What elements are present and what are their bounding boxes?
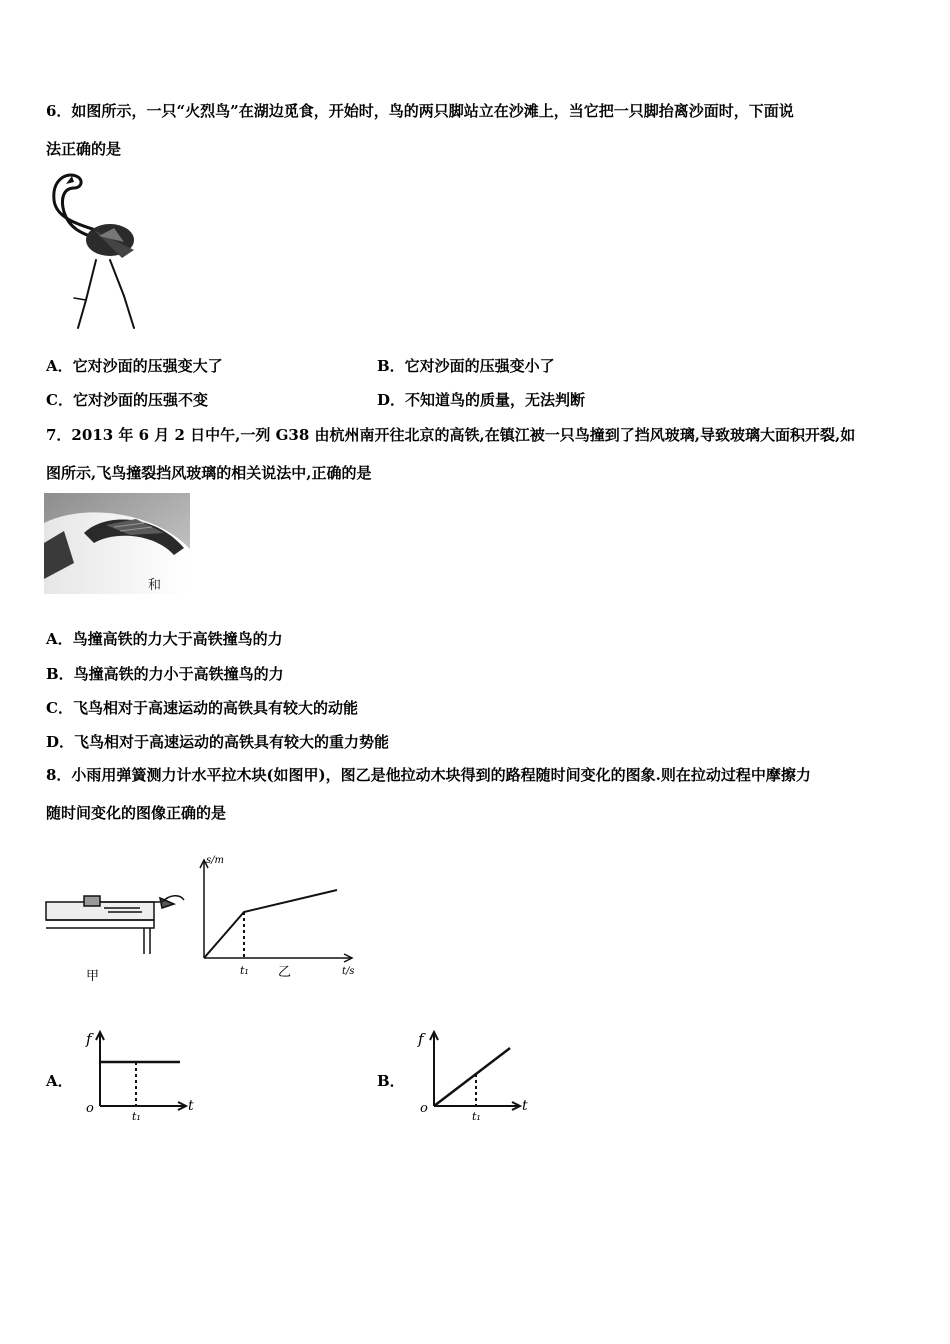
flamingo-image (44, 170, 144, 332)
train-mark-text: 和 (148, 578, 162, 593)
question-6-stem (46, 92, 898, 168)
figure-jia-table (44, 890, 190, 985)
q6-option-c[interactable]: C．它对沙面的压强不变 (46, 391, 208, 409)
question-8-stem-line2: 随时间变化的图像正确的是 (46, 804, 227, 822)
train-photo (44, 493, 190, 594)
a-origin-label: o (86, 1101, 94, 1116)
b-x-label: t (522, 1098, 528, 1114)
b-friction-line (434, 1048, 510, 1106)
question-8-stem (46, 756, 898, 832)
q7-option-d[interactable]: D．飞鸟相对于高速运动的高铁具有较大的重力势能 (46, 733, 390, 751)
q7-option-b[interactable]: B．鸟撞高铁的力小于高铁撞鸟的力 (46, 665, 284, 683)
b-origin-label: o (420, 1101, 428, 1116)
b-y-label: f (418, 1030, 424, 1048)
question-8-stem-line1: 8．小雨用弹簧测力计水平拉木块(如图甲)，图乙是他拉动木块得到的路程随时间变化的图象.则在拉动过程中摩擦力 (46, 766, 811, 784)
yi-curve (204, 890, 337, 958)
question-6-stem-line2: 法正确的是 (46, 140, 122, 158)
question-7-stem-line2: 图所示,飞鸟撞裂挡风玻璃的相关说法中,正确的是 (46, 464, 372, 482)
yi-x-label: t/s (342, 966, 355, 977)
figure-yi-label: 乙 (278, 965, 292, 980)
yi-t1-label: t₁ (240, 964, 249, 977)
b-t1-label: t₁ (472, 1110, 481, 1123)
figure-jia-label: 甲 (86, 969, 100, 984)
q8-option-b[interactable]: B． (377, 1072, 405, 1090)
a-y-label: f (86, 1030, 92, 1048)
a-x-label: t (188, 1098, 194, 1114)
figure-yi-graph (192, 850, 362, 985)
q6-option-a[interactable]: A．它对沙面的压强变大了 (46, 357, 223, 375)
q6-option-b[interactable]: B．它对沙面的压强变小了 (377, 357, 555, 375)
q8-option-a[interactable]: A． (46, 1072, 73, 1090)
q7-option-a[interactable]: A．鸟撞高铁的力大于高铁撞鸟的力 (46, 630, 283, 648)
q8-option-a-graph[interactable] (80, 1022, 200, 1127)
yi-y-label: s/m (206, 855, 224, 866)
q8-option-b-graph[interactable] (410, 1022, 535, 1127)
a-t1-label: t₁ (132, 1110, 141, 1123)
question-6-stem-line1: 6．如图所示，一只“火烈鸟”在湖边觅食，开始时，鸟的两只脚站立在沙滩上，当它把一只脚抬离沙面时，下面说 (46, 102, 794, 120)
q7-option-c[interactable]: C．飞鸟相对于高速运动的高铁具有较大的动能 (46, 699, 358, 717)
q6-option-d[interactable]: D．不知道鸟的质量，无法判断 (377, 391, 586, 409)
question-7-stem-line1: 7．2013 年 6 月 2 日中午,一列 G38 由杭州南开往北京的高铁,在镇江被一只鸟撞到了挡风玻璃,导致玻璃大面积开裂,如 (46, 426, 856, 444)
question-7-stem (46, 416, 898, 492)
